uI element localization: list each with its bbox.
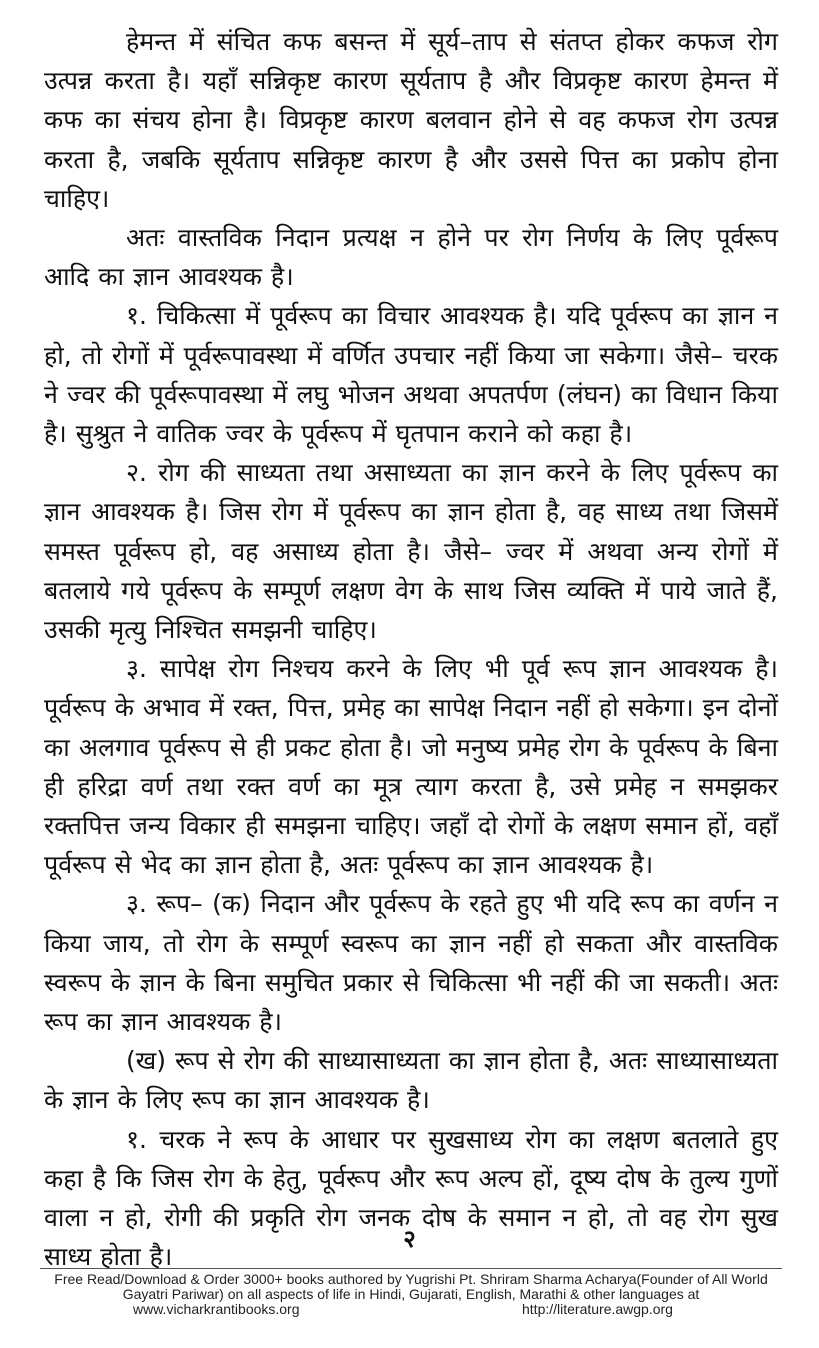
page-number: २ — [403, 1225, 416, 1253]
paragraph-rupa-ka: ३. रूप– (क) निदान और पूर्वरूप के रहते हुए भी यदि रूप का वर्णन न किया जाय, तो रोग के सम्पूर्ण स्वरूप का ज्ञान नहीं हो सकता और वास्तविक स्वरूप के ज्ञान के बिना समुचित प्रकार से चिकित्सा भी नहीं की जा सकती। अतः रूप का ज्ञान आवश्यक है। — [44, 889, 778, 1037]
footer-links — [40, 1302, 782, 1318]
paragraph-hemant-kapha: हेमन्त में संचित कफ बसन्त में सूर्य–ताप से संतप्त होकर कफज रोग उत्पन्न करता है। यहाँ सन्निकृष्ट कारण सूर्यताप है और विप्रकृष्ट कारण हेमन्त में कफ का संचय होना है। विप्रकृष्ट कारण बलवान होने से वह कफज रोग उत्पन्न करता है, जबकि सूर्यताप सन्निकृष्ट कारण है और उससे पित्त का प्रकोप होना चाहिए। — [44, 27, 778, 213]
footer-link-vicharkranti[interactable]: www.vicharkrantibooks.org — [133, 1301, 300, 1317]
paragraph-point-2-sadhyata: २. रोग की साध्यता तथा असाध्यता का ज्ञान करने के लिए पूर्वरूप का ज्ञान आवश्यक है। जिस रोग में पूर्वरूप का ज्ञान होता है, वह साध्य तथा जिसमें समस्त पूर्वरूप हो, वह असाध्य होता है। जैसे– ज्वर में अथवा अन्य रोगों में बतलाये गये पूर्वरूप के सम्पूर्ण लक्षण वेग के साथ जिस व्यक्ति में पाये जाते हैं, उसकी मृत्यु निश्चित समझनी चाहिए। — [44, 458, 778, 645]
footer — [40, 1272, 782, 1318]
page-body — [44, 22, 778, 1277]
paragraph-point-3-sapeksha: ३. सापेक्ष रोग निश्चय करने के लिए भी पूर्व रूप ज्ञान आवश्यक है। पूर्वरूप के अभाव में रक्त, पित्त, प्रमेह का सापेक्ष निदान नहीं हो सकेगा। इन दोनों का अलगाव पूर्वरूप से ही प्रकट होता है। जो मनुष्य प्रमेह रोग के पूर्वरूप के बिना ही हरिद्रा वर्ण तथा रक्त वर्ण का मूत्र त्याग करता है, उसे प्रमेह न समझकर रक्तपित्त जन्य विकार ही समझना चाहिए। जहाँ दो रोगों के लक्षण समान हों, वहाँ पूर्वरूप से भेद का ज्ञान होता है, अतः पूर्वरूप का ज्ञान आवश्यक है। — [44, 654, 778, 880]
footer-link-literature[interactable]: http://literature.awgp.org — [522, 1301, 673, 1317]
paragraph-rupa-kha: (ख) रूप से रोग की साध्यासाध्यता का ज्ञान होता है, अतः साध्यासाध्यता के ज्ञान के लिए रूप का ज्ञान आवश्यक है। — [44, 1046, 778, 1115]
footer-divider — [40, 1268, 782, 1269]
footer-text: Free Read/Download & Order 3000+ books authored by Yugrishi Pt. Shriram Sharma Acharya(Founder of All World Gayatri Pariwar) on all aspects of life in Hindi, Gujarati, English, Marathi & other languages at — [54, 1271, 768, 1302]
paragraph-purvarupa-intro: अतः वास्तविक निदान प्रत्यक्ष न होने पर रोग निर्णय के लिए पूर्वरूप आदि का ज्ञान आवश्यक है। — [44, 223, 778, 292]
paragraph-charak-sukhsadhya: १. चरक ने रूप के आधार पर सुखसाध्य रोग का लक्षण बतलाते हुए कहा है कि जिस रोग के हेतु, पूर्वरूप और रूप अल्प हों, दूष्य दोष के तुल्य गुणों वाला न हो, रोगी की प्रकृति रोग जनक दोष के समान न हो, तो वह रोग सुख साध्य होता है। — [44, 1124, 778, 1272]
paragraph-point-1-chikitsa: १. चिकित्सा में पूर्वरूप का विचार आवश्यक है। यदि पूर्वरूप का ज्ञान न हो, तो रोगों में पूर्वरूपावस्था में वर्णित उपचार नहीं किया जा सकेगा। जैसे– चरक ने ज्वर की पूर्वरूपावस्था में लघु भोजन अथवा अपतर्पण (लंघन) का विधान किया है। सुश्रुत ने वातिक ज्वर के पूर्वरूप में घृतपान कराने को कहा है। — [44, 301, 778, 449]
